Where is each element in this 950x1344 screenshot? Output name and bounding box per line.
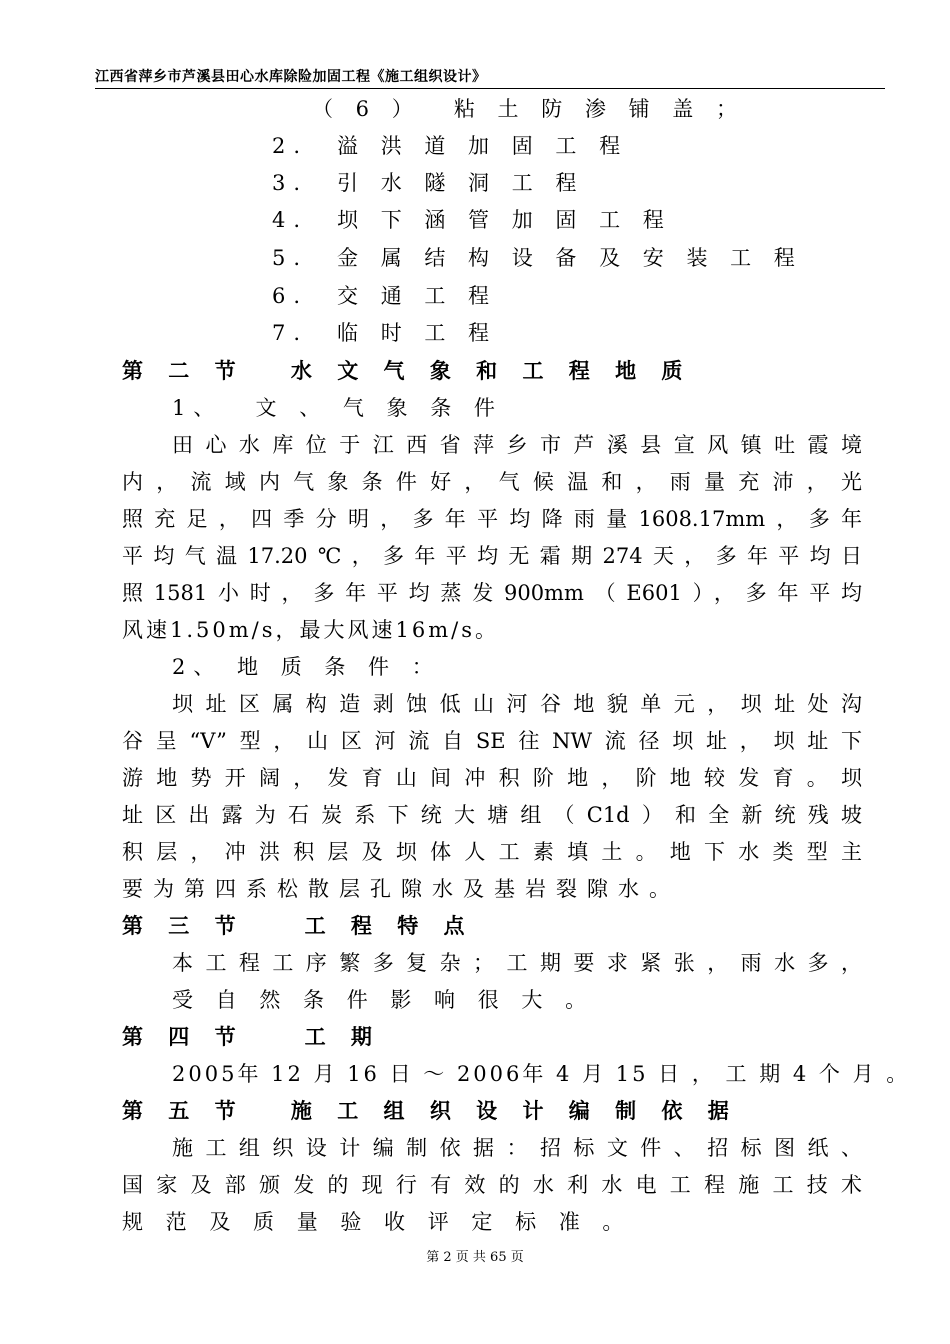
- paragraph-line: 受 自 然 条 件 影 响 很 大 。: [172, 988, 595, 1012]
- paragraph-line: 规 范 及 质 量 验 收 评 定 标 准 。: [122, 1210, 632, 1234]
- section-heading: 第 三 节 工 程 特 点: [122, 914, 474, 938]
- paragraph-line: 址区出露为石炭系下统大塘组（C1d）和全新统残坡: [122, 803, 862, 827]
- paragraph-line: 国家及部颁发的现行有效的水利水电工程施工技术: [122, 1173, 862, 1197]
- subsection-heading: 1、 文 、 气 象 条 件: [172, 396, 503, 420]
- paragraph-line: 内，流域内气象条件好，气候温和，雨量充沛，光: [122, 470, 862, 494]
- list-item: 5. 金 属 结 构 设 备 及 安 装 工 程: [272, 246, 803, 270]
- header-divider: [95, 88, 885, 89]
- paragraph-line: 照充足，四季分明，多年平均降雨量1608.17mm，多年: [122, 507, 862, 531]
- paragraph-line: 施工组织设计编制依据：招标文件、招标图纸、: [172, 1136, 862, 1160]
- paragraph-line: 谷呈“V”型，山区河流自SE往NW流径坝址，坝址下: [122, 729, 862, 753]
- section-heading: 第 五 节 施 工 组 织 设 计 编 制 依 据: [122, 1099, 738, 1123]
- paragraph-line: 要为第四系松散层孔隙水及基岩裂隙水。: [122, 877, 680, 901]
- list-item: 3. 引 水 隧 洞 工 程: [272, 171, 585, 195]
- list-item: 7. 临 时 工 程: [272, 321, 498, 345]
- list-item: （ 6 ） 粘 土 防 渗 铺 盖 ；: [312, 97, 745, 121]
- paragraph-line: 风速1.50m/s，最大风速16m/s。: [122, 618, 500, 642]
- paragraph-line: 积层，冲洪积层及坝体人工素填土。地下水类型主: [122, 840, 862, 864]
- paragraph-line: 田心水库位于江西省萍乡市芦溪县宣风镇吐霞境: [172, 433, 862, 457]
- paragraph-line: 坝址区属构造剥蚀低山河谷地貌单元，坝址处沟: [172, 692, 862, 716]
- list-item: 2. 溢 洪 道 加 固 工 程: [272, 134, 629, 158]
- paragraph-line: 游地势开阔，发育山间冲积阶地，阶地较发育。坝: [122, 766, 862, 790]
- paragraph-line: 照1581小时，多年平均蒸发900mm（E601），多年平均: [122, 581, 862, 605]
- page-number: 第 2 页 共 65 页: [426, 1250, 524, 1265]
- page-header-title: 江西省萍乡市芦溪县田心水库除险加固工程《施工组织设计》: [95, 69, 487, 85]
- paragraph-line: 2005年 12 月 16 日 ～ 2006年 4 月 15 日 ， 工 期 4 个 月 。: [172, 1062, 911, 1086]
- subsection-heading: 2、 地 质 条 件 ：: [172, 655, 441, 679]
- list-item: 6. 交 通 工 程: [272, 284, 498, 308]
- section-heading: 第 四 节 工 期: [122, 1025, 381, 1049]
- paragraph-line: 本工程工序繁多复杂；工期要求紧张，雨水多，: [172, 951, 862, 975]
- paragraph-line: 平均气温17.20℃，多年平均无霜期274天，多年平均日: [122, 544, 862, 568]
- section-heading: 第 二 节 水 文 气 象 和 工 程 地 质: [122, 359, 692, 383]
- list-item: 4. 坝 下 涵 管 加 固 工 程: [272, 208, 672, 232]
